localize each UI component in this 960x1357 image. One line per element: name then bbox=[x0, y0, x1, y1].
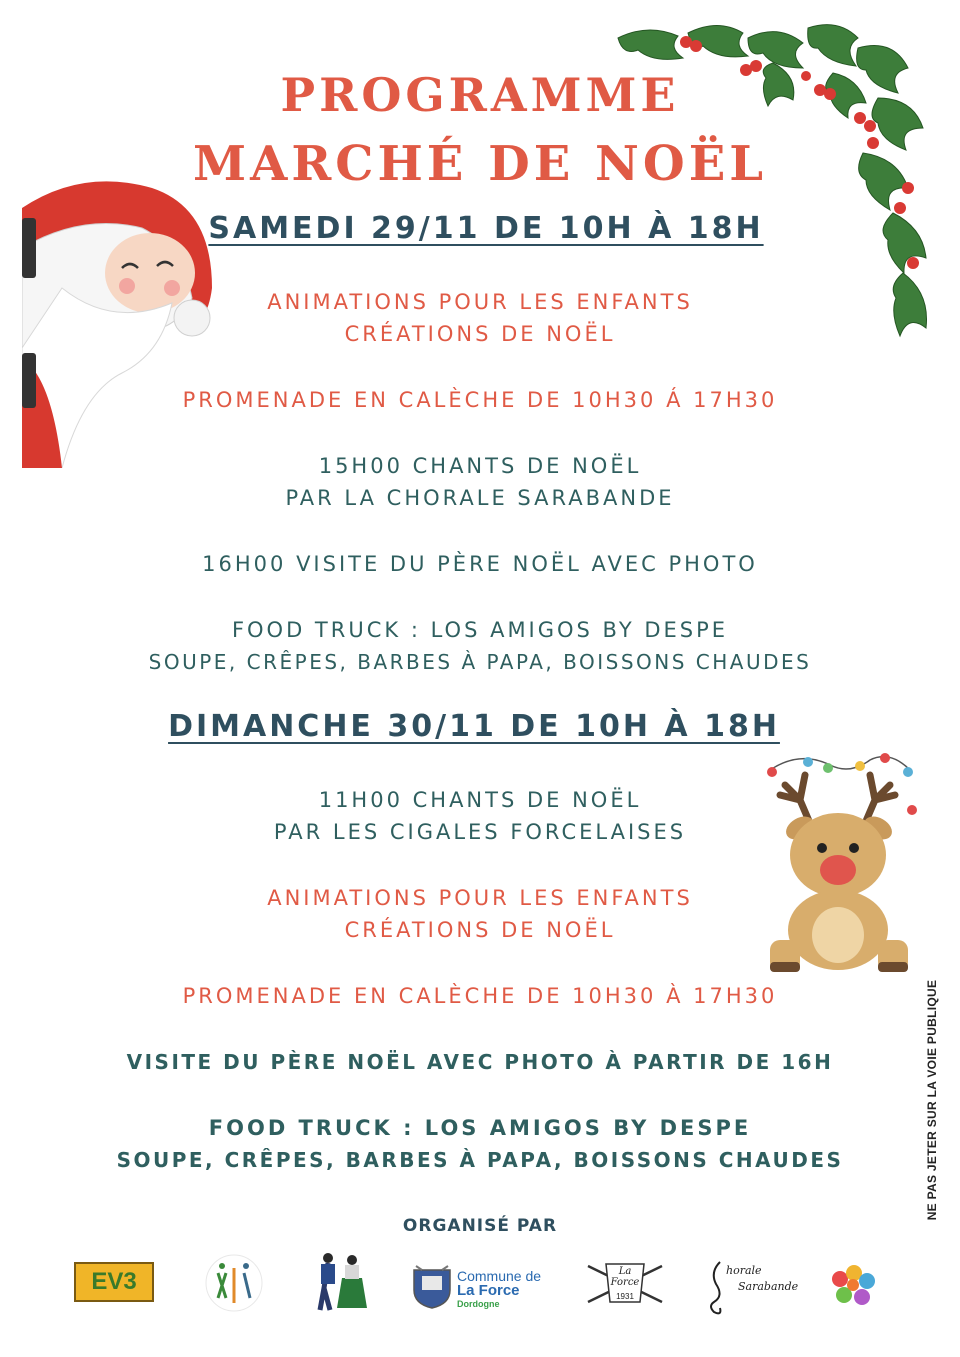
commune-line-3: Dordogne bbox=[457, 1299, 500, 1309]
chorale-line-1: horale bbox=[726, 1264, 762, 1277]
sun-line-4: CRÉATIONS DE NOËL bbox=[344, 918, 616, 942]
sat-line-8: SOUPE, CRÊPES, BARBES À PAPA, BOISSONS CHAUDES bbox=[148, 650, 812, 674]
sun-line-7: FOOD TRUCK : LOS AMIGOS BY DESPE bbox=[208, 1116, 752, 1140]
logo-ev3-text: EV3 bbox=[91, 1268, 137, 1295]
sat-line-6: 16H00 VISITE DU PÈRE NOËL AVEC PHOTO bbox=[202, 552, 758, 576]
reindeer-decoration bbox=[760, 740, 930, 980]
sun-line-1: 11H00 CHANTS DE NOËL bbox=[318, 788, 642, 812]
badge-line-3: 1931 bbox=[616, 1292, 634, 1301]
sun-line-2: PAR LES CIGALES FORCELAISES bbox=[273, 820, 687, 844]
title-programme: PROGRAMME bbox=[280, 68, 680, 122]
badge-line-1: La bbox=[618, 1266, 632, 1277]
coat-of-arms-icon bbox=[410, 1264, 454, 1310]
chorale-line-2: Sarabande bbox=[738, 1280, 799, 1293]
sun-line-5: PROMENADE EN CALÈCHE DE 10H30 À 17H30 bbox=[182, 984, 778, 1008]
logo-ev3 bbox=[74, 1262, 154, 1302]
sat-line-4: 15H00 CHANTS DE NOËL bbox=[318, 454, 642, 478]
sat-line-7: FOOD TRUCK : LOS AMIGOS BY DESPE bbox=[231, 618, 729, 642]
side-notice: NE PAS JETER SUR LA VOIE PUBLIQUE bbox=[925, 979, 939, 1221]
badge-line-2: Force bbox=[610, 1277, 640, 1288]
logo-chorale-sarabande bbox=[706, 1258, 799, 1318]
logo-colorful-hands bbox=[818, 1250, 888, 1320]
logo-commune-la-force bbox=[410, 1262, 560, 1312]
sun-line-6: VISITE DU PÈRE NOËL AVEC PHOTO À PARTIR DE 16H bbox=[126, 1050, 834, 1074]
commune-line-2: La Force bbox=[457, 1282, 520, 1299]
saturday-heading: SAMEDI 29/11 DE 10H À 18H bbox=[208, 211, 764, 246]
logo-figures-circle bbox=[204, 1248, 264, 1318]
logo-la-force-1931 bbox=[584, 1258, 666, 1308]
organised-by-label: ORGANISÉ PAR bbox=[402, 1216, 558, 1236]
sun-line-3: ANIMATIONS POUR LES ENFANTS bbox=[267, 886, 693, 910]
logo-dancers bbox=[312, 1248, 370, 1318]
sat-line-2: CRÉATIONS DE NOËL bbox=[344, 322, 616, 346]
sat-line-3: PROMENADE EN CALÈCHE DE 10H30 Á 17H30 bbox=[182, 388, 778, 412]
title-marche-de-noel: MARCHÉ DE NOËL bbox=[192, 136, 768, 192]
commune-line-1: Commune de bbox=[457, 1268, 542, 1284]
sat-line-1: ANIMATIONS POUR LES ENFANTS bbox=[267, 290, 693, 314]
sun-line-8: SOUPE, CRÊPES, BARBES À PAPA, BOISSONS CHAUDES bbox=[116, 1148, 844, 1172]
sunday-heading: DIMANCHE 30/11 DE 10H À 18H bbox=[168, 709, 780, 744]
sat-line-5: PAR LA CHORALE SARABANDE bbox=[285, 486, 675, 510]
